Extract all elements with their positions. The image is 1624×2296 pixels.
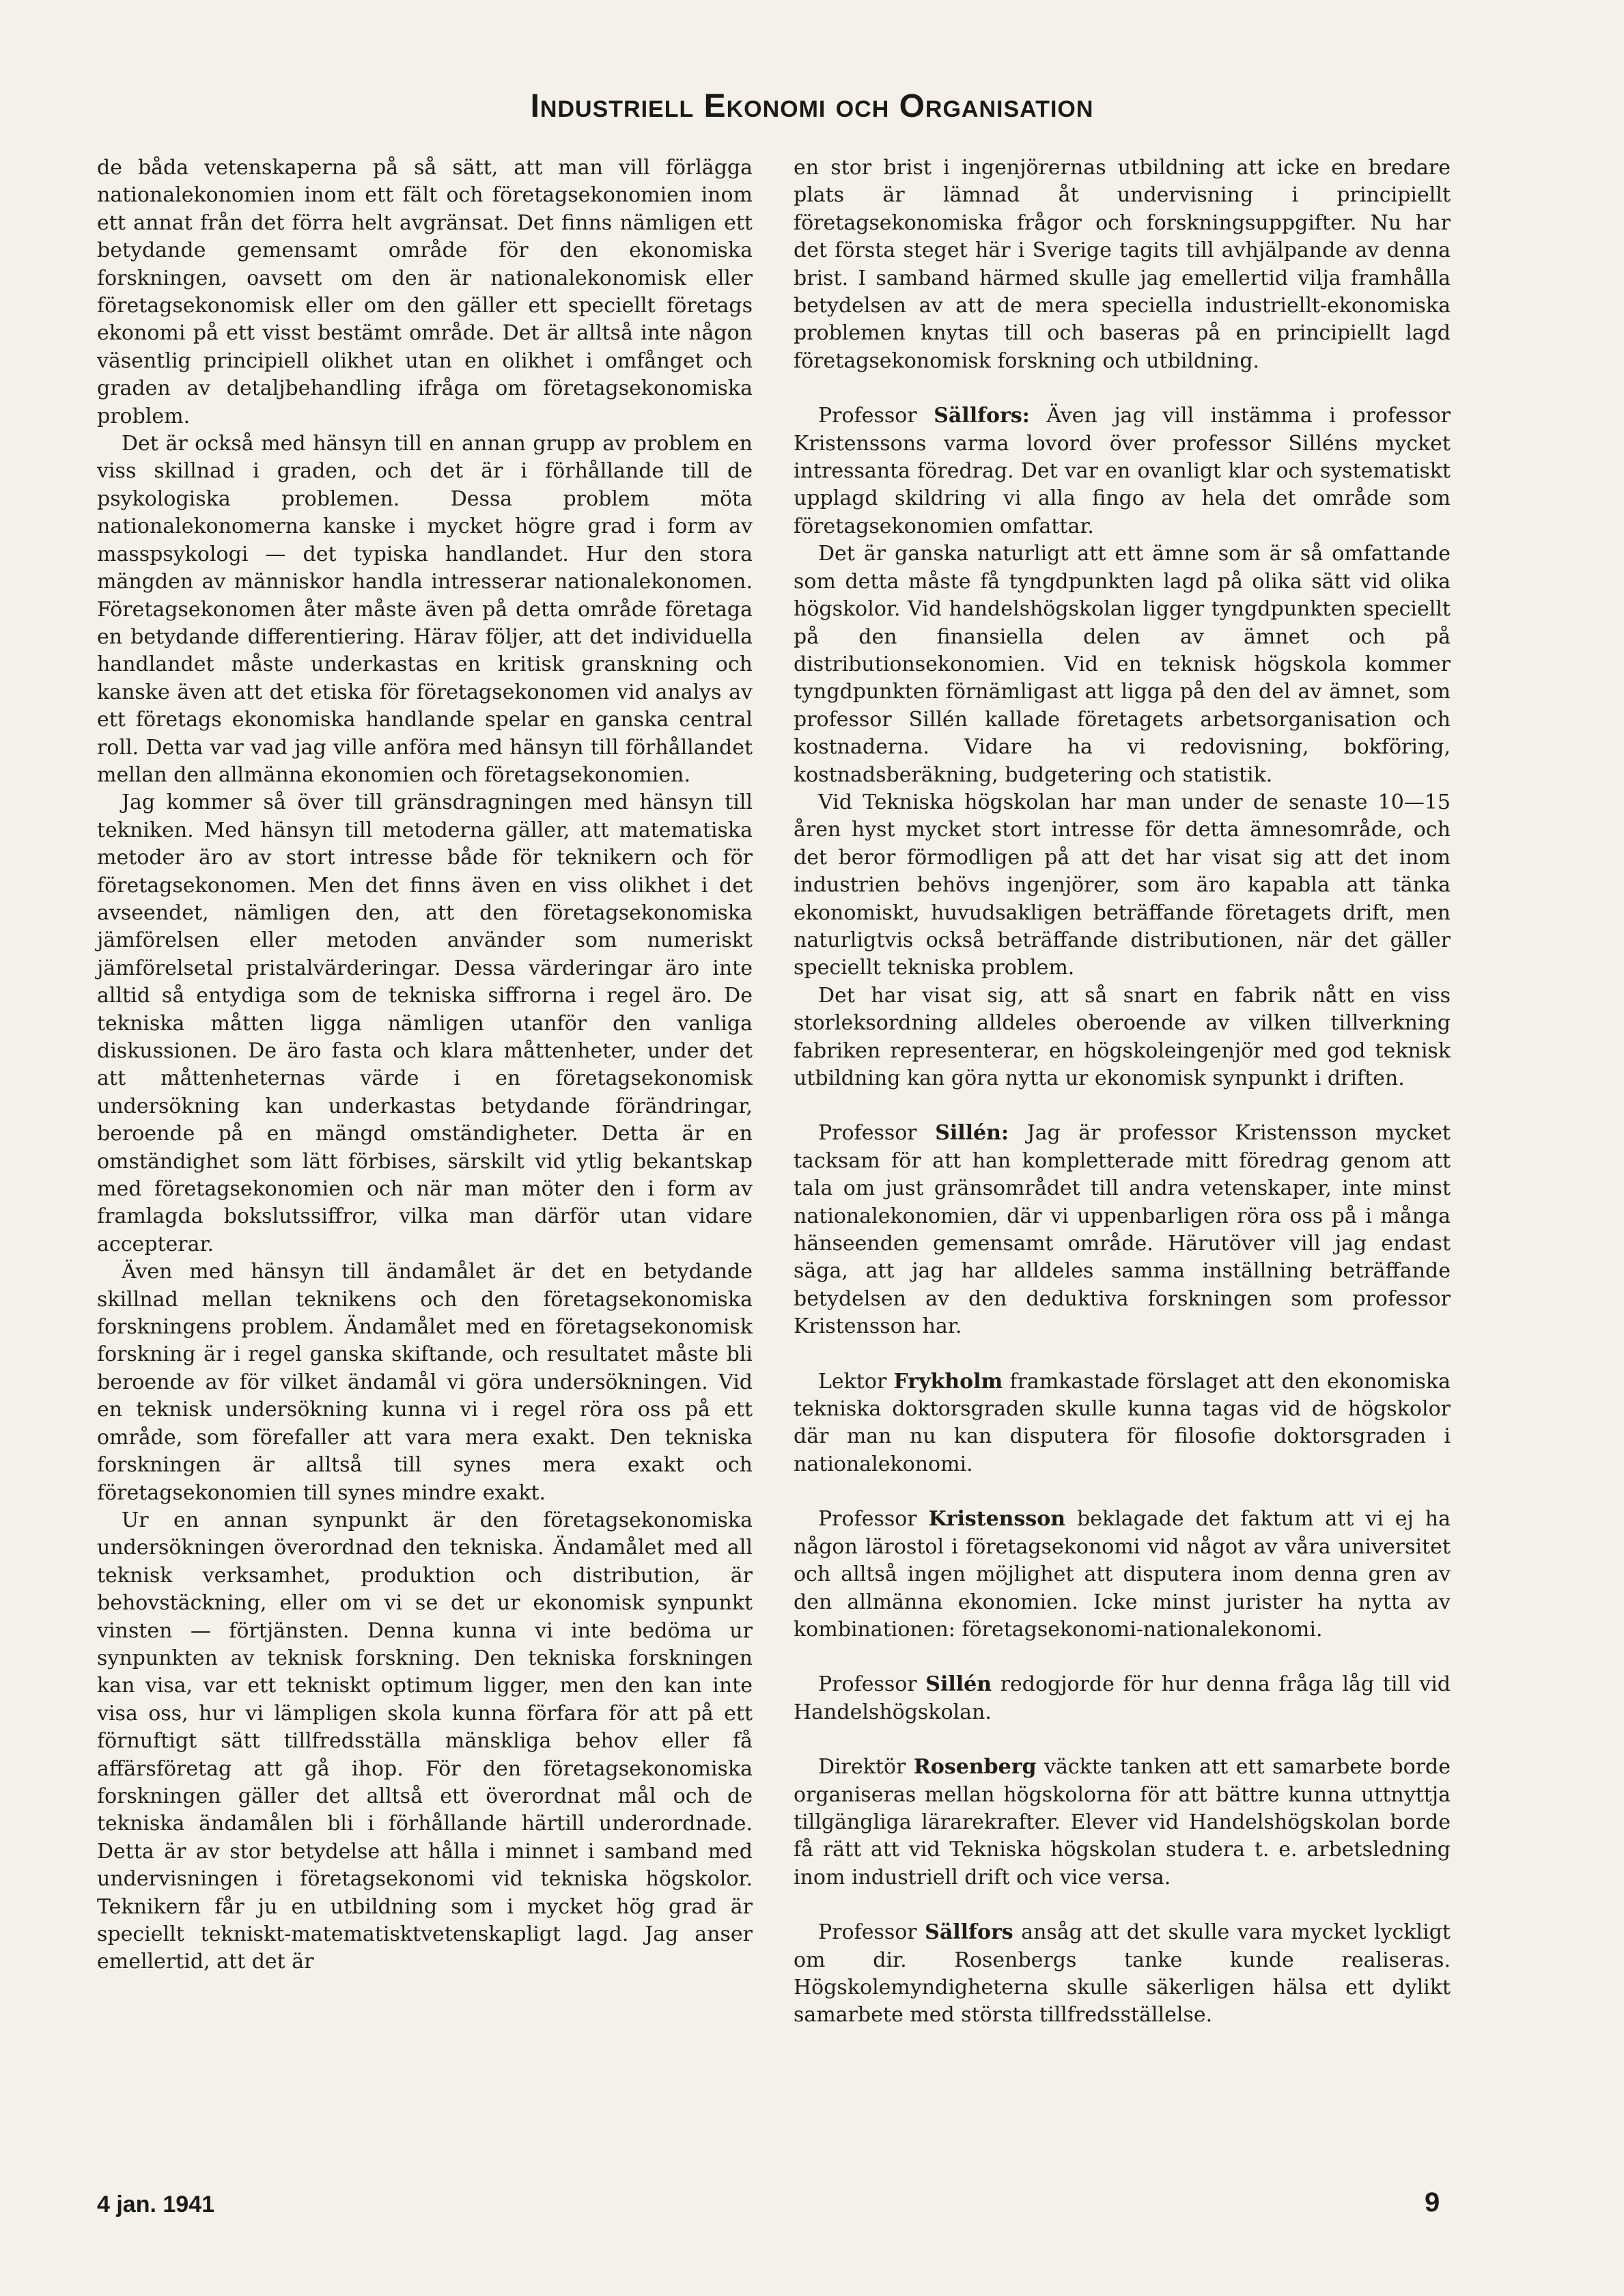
body-paragraph: en stor brist i ingenjörernas utbildning att icke en bredare plats är lämnad åt undervisning i principiellt företagsekonomiska frågor och forskningsuppgifter. Nu har det första steget här i Sverige tagits till avhjälpande av denna brist. I samband härmed skulle jag emellertid vilja framhålla betydelsen av att de mera speciella industriellt-ekonomiska problemen knytas till och baseras på en principiellt lagd företagsekonomisk forskning och utbildning. bbox=[794, 156, 1451, 373]
speech-text: beklagade det faktum att vi ej ha någon lärostol i företagsekonomi vid något av våra universitet och alltså ingen möjlighet att disputera inom denna gren av den allmänna ekonomien. Icke minst jurister ha nytta av kombinationen: företagsekonomi-nationalekonomi. bbox=[794, 1507, 1451, 1642]
speaker-name: Sillén: bbox=[935, 1121, 1009, 1146]
body-paragraph: Även med hänsyn till ändamålet är det en betydande skillnad mellan teknikens och den företagsekonomiska forskningens problem. Ändamålet med en företagsekonomisk forskning är i regel ganska skiftande, och resultatet måste bli beroende av för vilket ändamål vi göra undersökningen. Vid en teknisk undersökning kunna vi i regel röra oss på ett område, som förefaller att vara mera exakt. Den tekniska forskningen är alltså till synes mera exakt och företagsekonomien till synes mindre exakt. bbox=[97, 1260, 753, 1505]
speech-text: framkastade förslaget att den ekonomiska tekniska doktorsgraden skulle kunna tagas vid de högskolor där man nu kan disputera för filosofie doktorsgraden i nationalekonomi. bbox=[794, 1369, 1451, 1476]
issue-date: 4 jan. 1941 bbox=[97, 2191, 215, 2217]
right-column bbox=[794, 154, 1451, 2030]
speaker-name: Sällfors bbox=[925, 1920, 1013, 1945]
speech-text: Jag är professor Kristensson mycket tacksam för att han kompletterade mitt föredrag genom att tala om just gränsområdet till andra vetenskaper, inte minst nationalekonomien, där vi uppenbarligen röra oss på i många hänseenden gemensamt område. Härutöver vill jag endast säga, att jag har alldeles samma inställning beträffande betydelsen av den deduktiva forskningen som professor Kristensson har. bbox=[794, 1121, 1451, 1339]
body-paragraph: Vid Tekniska högskolan har man under de senaste 10—15 åren hyst mycket stort intresse för detta ämnesområde, och det beror förmodligen på att det har visat sig att det inom industrien behövs ingenjörer, som äro kapabla att tänka ekonomiskt, huvudsakligen beträffande företagets drift, men naturligtvis också beträffande distributionen, när det gäller speciellt tekniska problem. bbox=[794, 790, 1451, 980]
speaker-name: Kristensson bbox=[928, 1507, 1066, 1532]
page-title: Industriell Ekonomi och Organisation bbox=[530, 88, 1094, 124]
body-paragraph: Ur en annan synpunkt är den företagsekonomiska undersökningen överordnad den tekniska. Ändamålet med all teknisk verksamhet, produktion och distribution, är behovstäckning, eller om vi se det ur ekonomisk synpunkt vinsten — förtjänsten. Denna kunna vi inte bedöma ur synpunkten av teknisk forskning. Den tekniska forskningen kan visa, var ett tekniskt optimum ligger, men den kan inte visa oss, hur vi lämpligen skola kunna förfara för att på ett förnuftigt sätt tillfredsställa mänskliga behov eller få affärsföretag att gå ihop. För den företagsekonomiska forskningen gäller det alltså ett överordnat mål och de tekniska ändamålen bli i förhållande härtill underordnade. Detta är av stor betydelse att hålla i minnet i samband med undervisningen i företagsekonomi vid tekniska högskolor. Teknikern får ju en utbildning som i mycket hög grad är speciellt tekniskt-matematisktvetenskapligt lagd. Jag anser emellertid, att det är bbox=[97, 1508, 753, 1974]
speaker-paragraph bbox=[794, 1368, 1451, 1479]
speaker-paragraph bbox=[794, 1671, 1451, 1726]
speaker-paragraph bbox=[794, 1754, 1451, 1892]
body-paragraph: Jag kommer så över till gränsdragningen med hänsyn till tekniken. Med hänsyn till metoderna gäller, att matematiska metoder äro av stort intresse både för teknikern och för företagsekonomen. Men det finns även en viss olikhet i det avseendet, nämligen den, att den företagsekonomiska jämförelsen eller metoden använder som numeriskt jämförelsetal pristalvärderingar. Dessa värderingar äro inte alltid så entydiga som de tekniska siffrorna i regel äro. De tekniska måtten ligga nämligen utanför den vanliga diskussionen. De äro fasta och klara måttenheter, under det att måttenheternas värde i en företagsekonomisk undersökning kan underkastas betydande förändringar, beroende på en mängd omständigheter. Detta är en omständighet som lätt förbises, särskilt vid ytlig bekantskap med företagsekonomien och när man möter den i form av framlagda bokslutssiffror, vilka man därför utan vidare accepterar. bbox=[97, 790, 753, 1256]
speaker-name: Frykholm bbox=[893, 1369, 1003, 1394]
body-paragraph: Det är ganska naturligt att ett ämne som är så omfattande som detta måste få tyngdpunkten lagd på olika sätt vid olika högskolor. Vid handelshögskolan ligger tyngdpunkten speciellt på den finansiella delen av ämnet och på distributionsekonomien. Vid en teknisk högskola kommer tyngdpunkten förnämligast att ligga på den del av ämnet, som professor Sillén kallade företagets arbetsorganisation och kostnaderna. Vidare ha vi redovisning, bokföring, kostnadsberäkning, budgetering och statistik. bbox=[794, 542, 1451, 787]
left-column bbox=[97, 154, 753, 1976]
speaker-paragraph bbox=[794, 1919, 1451, 2030]
speech-text: väckte tanken att ett samarbete borde organiseras mellan högskolorna för att bättre kunna uttnyttja tillgängliga lärarekrafter. Elever vid Handelshögskolan borde få rätt att vid Tekniska högskolan studera t. e. arbetsledning inom industriell drift och vice versa. bbox=[794, 1755, 1451, 1890]
speech-text: ansåg att det skulle vara mycket lyckligt om dir. Rosenbergs tanke kunde realiseras. Högskolemyndigheterna skulle säkerligen hälsa ett dylikt samarbete med största tillfredsställelse. bbox=[794, 1920, 1451, 2028]
speaker-title: Professor bbox=[818, 1121, 917, 1146]
speech-text: Även jag vill instämma i professor Kristenssons varma lovord över professor Silléns mycket intressanta föredrag. Det var en ovanligt klar och systematiskt upplagd skildring vi alla fingo av hela det område som företagsekonomien omfattar. bbox=[794, 404, 1451, 538]
speech-text: redogjorde för hur denna fråga låg till vid Handelshögskolan. bbox=[794, 1672, 1451, 1724]
speaker-title: Professor bbox=[818, 1507, 917, 1532]
speaker-name: Sillén bbox=[925, 1672, 992, 1697]
speaker-name: Rosenberg bbox=[913, 1755, 1037, 1780]
body-paragraph: Det har visat sig, att så snart en fabrik nått en viss storleksordning alldeles oberoende av vilken tillverkning fabriken representerar, en högskoleingenjör med god teknisk utbildning kan göra nytta ur ekonomisk synpunkt i driften. bbox=[794, 983, 1451, 1090]
body-paragraph: Det är också med hänsyn till en annan grupp av problem en viss skillnad i graden, och det är i förhållande till de psykologiska problemen. Dessa problem möta nationalekonomerna kanske i mycket högre grad i form av masspsykologi — det typiska handlandet. Hur den stora mängden av människor handla intresserar nationalekonomen. Företagsekonomen åter måste även på detta område företaga en betydande differentiering. Härav följer, att det individuella handlandet måste underkastas en kritisk granskning och kanske även att det etiska för företagsekonomen vid analys av ett företags ekonomiska handlande spelar en ganska central roll. Detta var vad jag ville anföra med hänsyn till förhållandet mellan den allmänna ekonomien och företagsekonomien. bbox=[97, 432, 753, 787]
page-number: 9 bbox=[1425, 2187, 1440, 2217]
speaker-title: Professor bbox=[818, 1920, 917, 1945]
speaker-paragraph bbox=[794, 1120, 1451, 1340]
speaker-title: Direktör bbox=[818, 1755, 906, 1780]
speaker-title: Professor bbox=[818, 1672, 917, 1697]
speaker-paragraph bbox=[794, 1506, 1451, 1644]
speaker-name: Sällfors: bbox=[934, 404, 1030, 428]
speaker-title: Lektor bbox=[818, 1369, 887, 1394]
speaker-title: Professor bbox=[818, 404, 917, 428]
speaker-paragraph bbox=[794, 402, 1451, 540]
body-paragraph: de båda vetenskaperna på så sätt, att man vill förlägga nationalekonomien inom ett fält och företagsekonomien inom ett annat från det förra helt avgränsat. Det finns nämligen ett betydande gemensamt område för den ekonomiska forskningen, oavsett om den är nationalekonomisk eller företagsekonomisk eller om den gäller ett speciellt företags ekonomi på ett visst bestämt område. Det är alltså inte någon väsentlig principiell olikhet utan en olikhet i omfånget och graden av detaljbehandling ifråga om företagsekonomiska problem. bbox=[97, 156, 753, 428]
